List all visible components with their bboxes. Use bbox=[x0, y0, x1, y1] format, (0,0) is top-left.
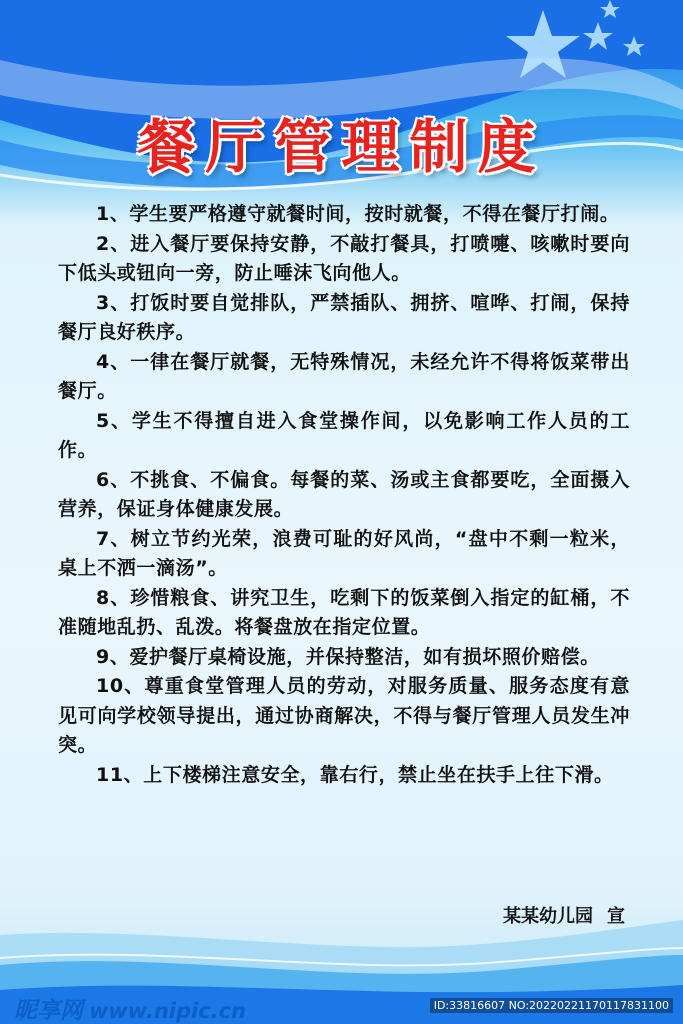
rule-item: 6、不挑食、不偏食。每餐的菜、汤或主食都要吃，全面摄入营养，保证身体健康发展。 bbox=[58, 468, 630, 520]
page-title: 餐厅管理制度 bbox=[137, 113, 546, 181]
watermark-id: ID:33816607 NO:20220221170117831100 bbox=[430, 998, 673, 1013]
rule-item: 5、学生不得擅自进入食堂操作间，以免影响工作人员的工作。 bbox=[58, 409, 630, 461]
watermark-logo-url: www.nipic.cn bbox=[89, 999, 247, 1023]
rule-item: 1、学生要严格遵守就餐时间，按时就餐，不得在餐厅打闹。 bbox=[96, 203, 620, 225]
watermark-logo-cn: 昵享网 bbox=[14, 998, 83, 1024]
signature bbox=[503, 902, 625, 928]
signature-verb: 宣 bbox=[607, 906, 625, 927]
rule-item: 2、进入餐厅要保持安静，不敲打餐具，打喷嚏、咳嗽时要向下低头或钮向一旁，防止唾沫飞向他人。 bbox=[58, 232, 630, 284]
rule-item: 10、尊重食堂管理人员的劳动，对服务质量、服务态度有意见可向学校领导提出，通过协商解决，不得与餐厅管理人员发生冲突。 bbox=[58, 675, 630, 756]
rules-list bbox=[58, 200, 630, 790]
rule-item: 7、树立节约光荣，浪费可耻的好风尚，“盘中不剩一粒米，桌上不洒一滴汤”。 bbox=[58, 527, 630, 579]
rule-item: 8、珍惜粮食、讲究卫生，吃剩下的饭菜倒入指定的缸桶，不准随地乱扔、乱泼。将餐盘放在指定位置。 bbox=[58, 586, 630, 638]
signature-org: 某某幼儿园 bbox=[503, 906, 593, 927]
rule-item: 9、爱护餐厅桌椅设施，并保持整洁，如有损坏照价赔偿。 bbox=[96, 645, 600, 668]
watermark-logo bbox=[14, 992, 246, 1024]
rule-item: 3、打饭时要自觉排队，严禁插队、拥挤、喧哗、打闹，保持餐厅良好秩序。 bbox=[58, 291, 630, 343]
rule-item: 4、一律在餐厅就餐，无特殊情况，未经允许不得将饭菜带出餐厅。 bbox=[58, 350, 630, 402]
rule-item: 11、上下楼梯注意安全，靠右行，禁止坐在扶手上往下滑。 bbox=[96, 763, 614, 786]
